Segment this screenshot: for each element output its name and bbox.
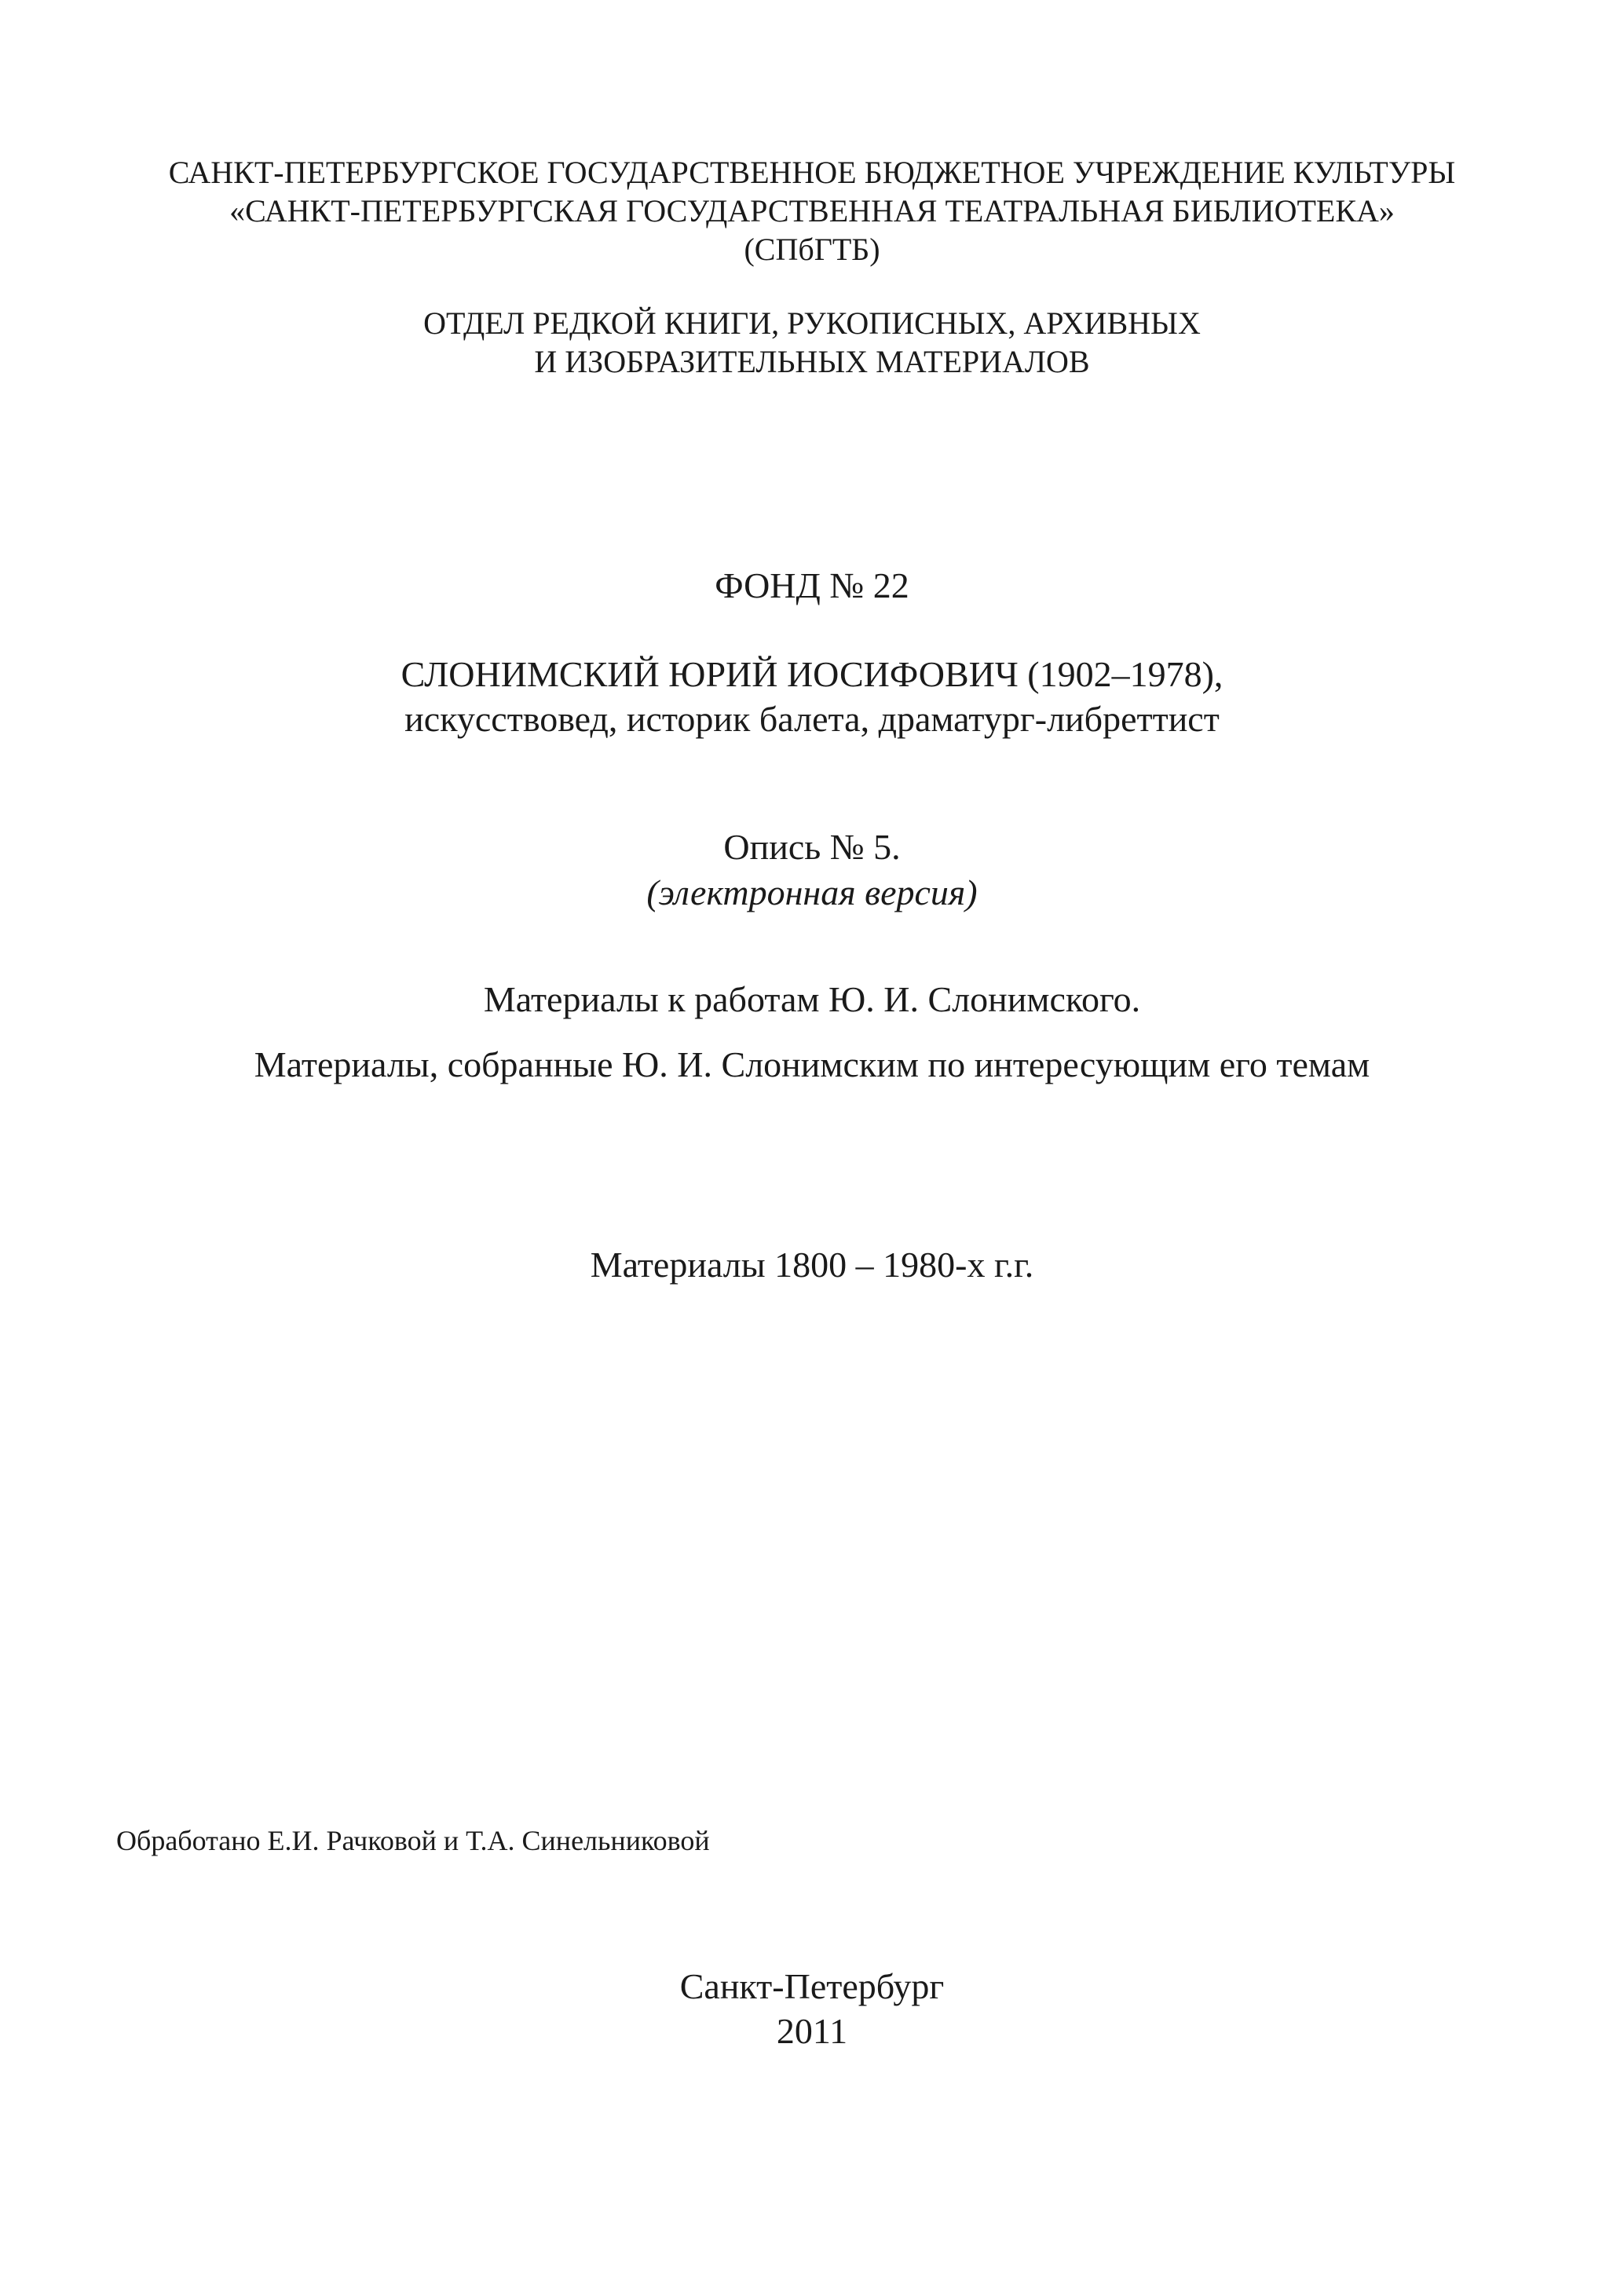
fund-person: СЛОНИМСКИЙ ЮРИЙ ИОСИФОВИЧ (1902–1978), — [401, 654, 1223, 694]
inventory-dates: Материалы 1800 – 1980-х г.г. — [590, 1245, 1034, 1285]
footer-city: Санкт-Петербург — [679, 1966, 945, 2006]
institution-line-1: САНКТ-ПЕТЕРБУРГСКОЕ ГОСУДАРСТВЕННОЕ БЮДЖЕТНОЕ УЧРЕЖДЕНИЕ КУЛЬТУРЫ — [168, 155, 1456, 190]
footer-year: 2011 — [776, 2011, 848, 2051]
department-line-1: ОТДЕЛ РЕДКОЙ КНИГИ, РУКОПИСНЫХ, АРХИВНЫХ — [423, 305, 1201, 341]
fund-person-description: искусствовед, историк балета, драматург-либреттист — [404, 699, 1220, 739]
fund-number: ФОНД № 22 — [715, 565, 909, 605]
inventory-title-2: Материалы, собранные Ю. И. Слонимским по интересующим его темам — [254, 1044, 1370, 1084]
inventory-title-1: Материалы к работам Ю. И. Слонимского. — [483, 979, 1141, 1019]
inventory-number: Опись № 5. — [723, 827, 901, 867]
department-line-2: И ИЗОБРАЗИТЕЛЬНЫХ МАТЕРИАЛОВ — [534, 344, 1090, 379]
institution-abbreviation: (СПбГТБ) — [744, 232, 880, 267]
inventory-version: (электронная версия) — [646, 872, 978, 912]
processed-by: Обработано Е.И. Рачковой и Т.А. Синельниковой — [116, 1825, 710, 1856]
institution-line-2: «САНКТ-ПЕТЕРБУРГСКАЯ ГОСУДАРСТВЕННАЯ ТЕАТРАЛЬНАЯ БИБЛИОТЕКА» — [229, 193, 1395, 229]
